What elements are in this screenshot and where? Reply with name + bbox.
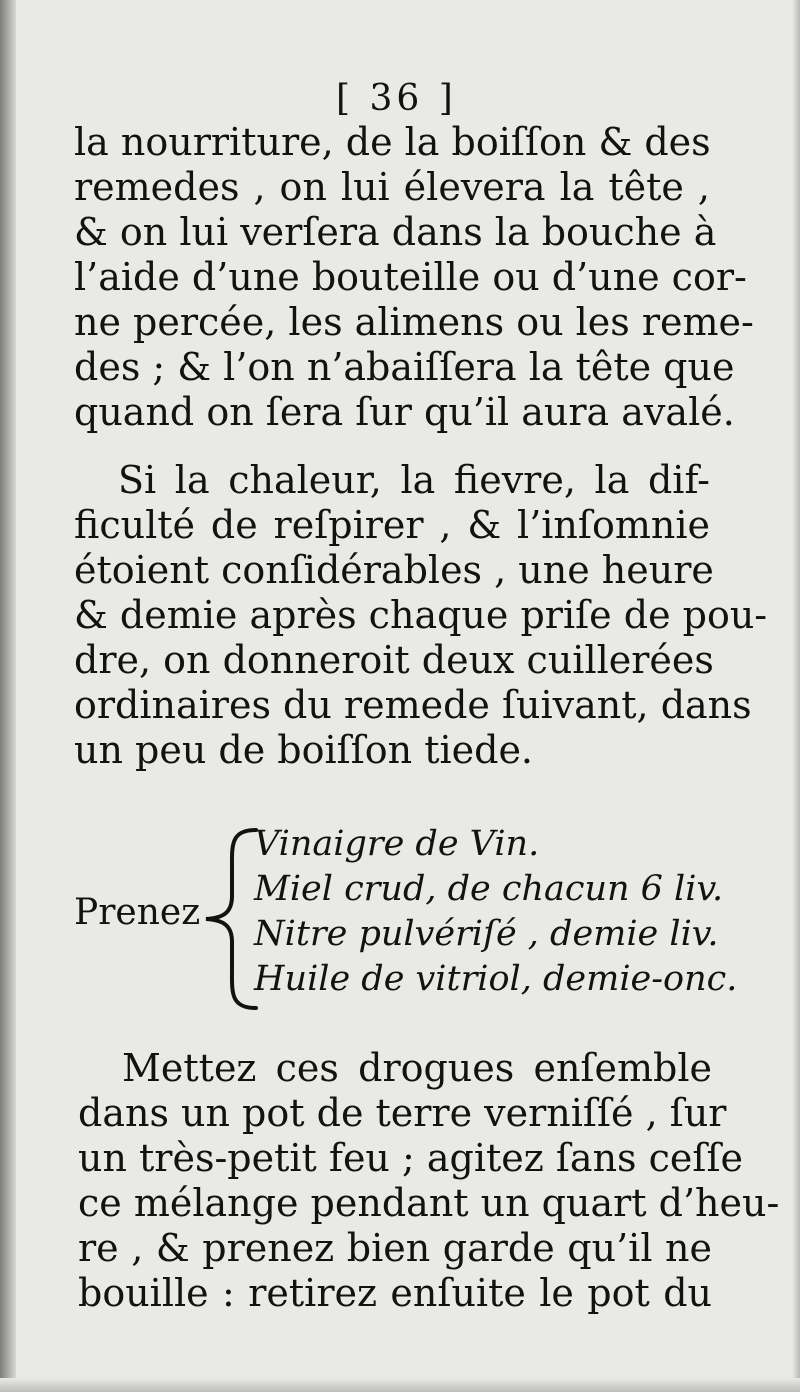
text-line: la nourriture, de la boiſſon & des	[74, 120, 711, 164]
text-line: un très-petit feu ; agitez ſans ceſſe	[78, 1136, 744, 1180]
ingredient-line: Vinaigre de Vin.	[254, 824, 540, 864]
page-gutter-shadow	[0, 0, 16, 1392]
ingredient-list	[254, 822, 738, 1002]
page-number: [ 36 ]	[336, 78, 457, 119]
text-line: ce mélange pendant un quart d’heu-	[78, 1181, 780, 1225]
text-line: re , & prenez bien garde qu’il ne	[78, 1226, 712, 1270]
text-line: Si la chaleur, la fievre, la dif-	[118, 458, 710, 502]
ingredient-line: Huile de vitriol, demie-onc.	[254, 959, 738, 999]
text-line: l’aide d’une bouteille ou d’une cor-	[74, 255, 747, 299]
recipe-block	[74, 820, 738, 1010]
text-line: bouille : retirez enſuite le pot du	[78, 1271, 712, 1315]
text-line: étoient conſidérables , une heure	[74, 548, 714, 592]
paragraph-3	[78, 1046, 780, 1316]
recipe-label: Prenez	[74, 892, 201, 933]
text-line: un peu de boiſſon tiede.	[74, 728, 534, 772]
paragraph-1	[74, 120, 754, 435]
paragraph-2	[74, 458, 768, 773]
page-bottom-edge	[0, 1378, 800, 1392]
text-line: remedes , on lui élevera la tête ,	[74, 165, 710, 209]
text-line: dre, on donneroit deux cuillerées	[74, 638, 714, 682]
text-line: & on lui verſera dans la bouche à	[74, 210, 717, 254]
text-line: ne percée, les alimens ou les reme-	[74, 300, 754, 344]
text-line: dans un pot de terre verniſſé , ſur	[78, 1091, 727, 1135]
text-line: & demie après chaque priſe de pou-	[74, 593, 768, 637]
page-right-edge	[792, 0, 800, 1392]
ingredient-line: Nitre pulvériſé , demie liv.	[254, 914, 719, 954]
text-line: ordinaires du remede ſuivant, dans	[74, 683, 752, 727]
ingredient-line: Miel crud, de chacun 6 liv.	[254, 869, 724, 909]
text-line: ficulté de reſpirer , & l’inſomnie	[74, 503, 710, 547]
text-line: quand on ſera ſur qu’il aura avalé.	[74, 390, 735, 434]
text-line: Mettez ces drogues enſemble	[122, 1046, 712, 1090]
text-line: des ; & l’on n’abaiſſera la tête que	[74, 345, 735, 389]
